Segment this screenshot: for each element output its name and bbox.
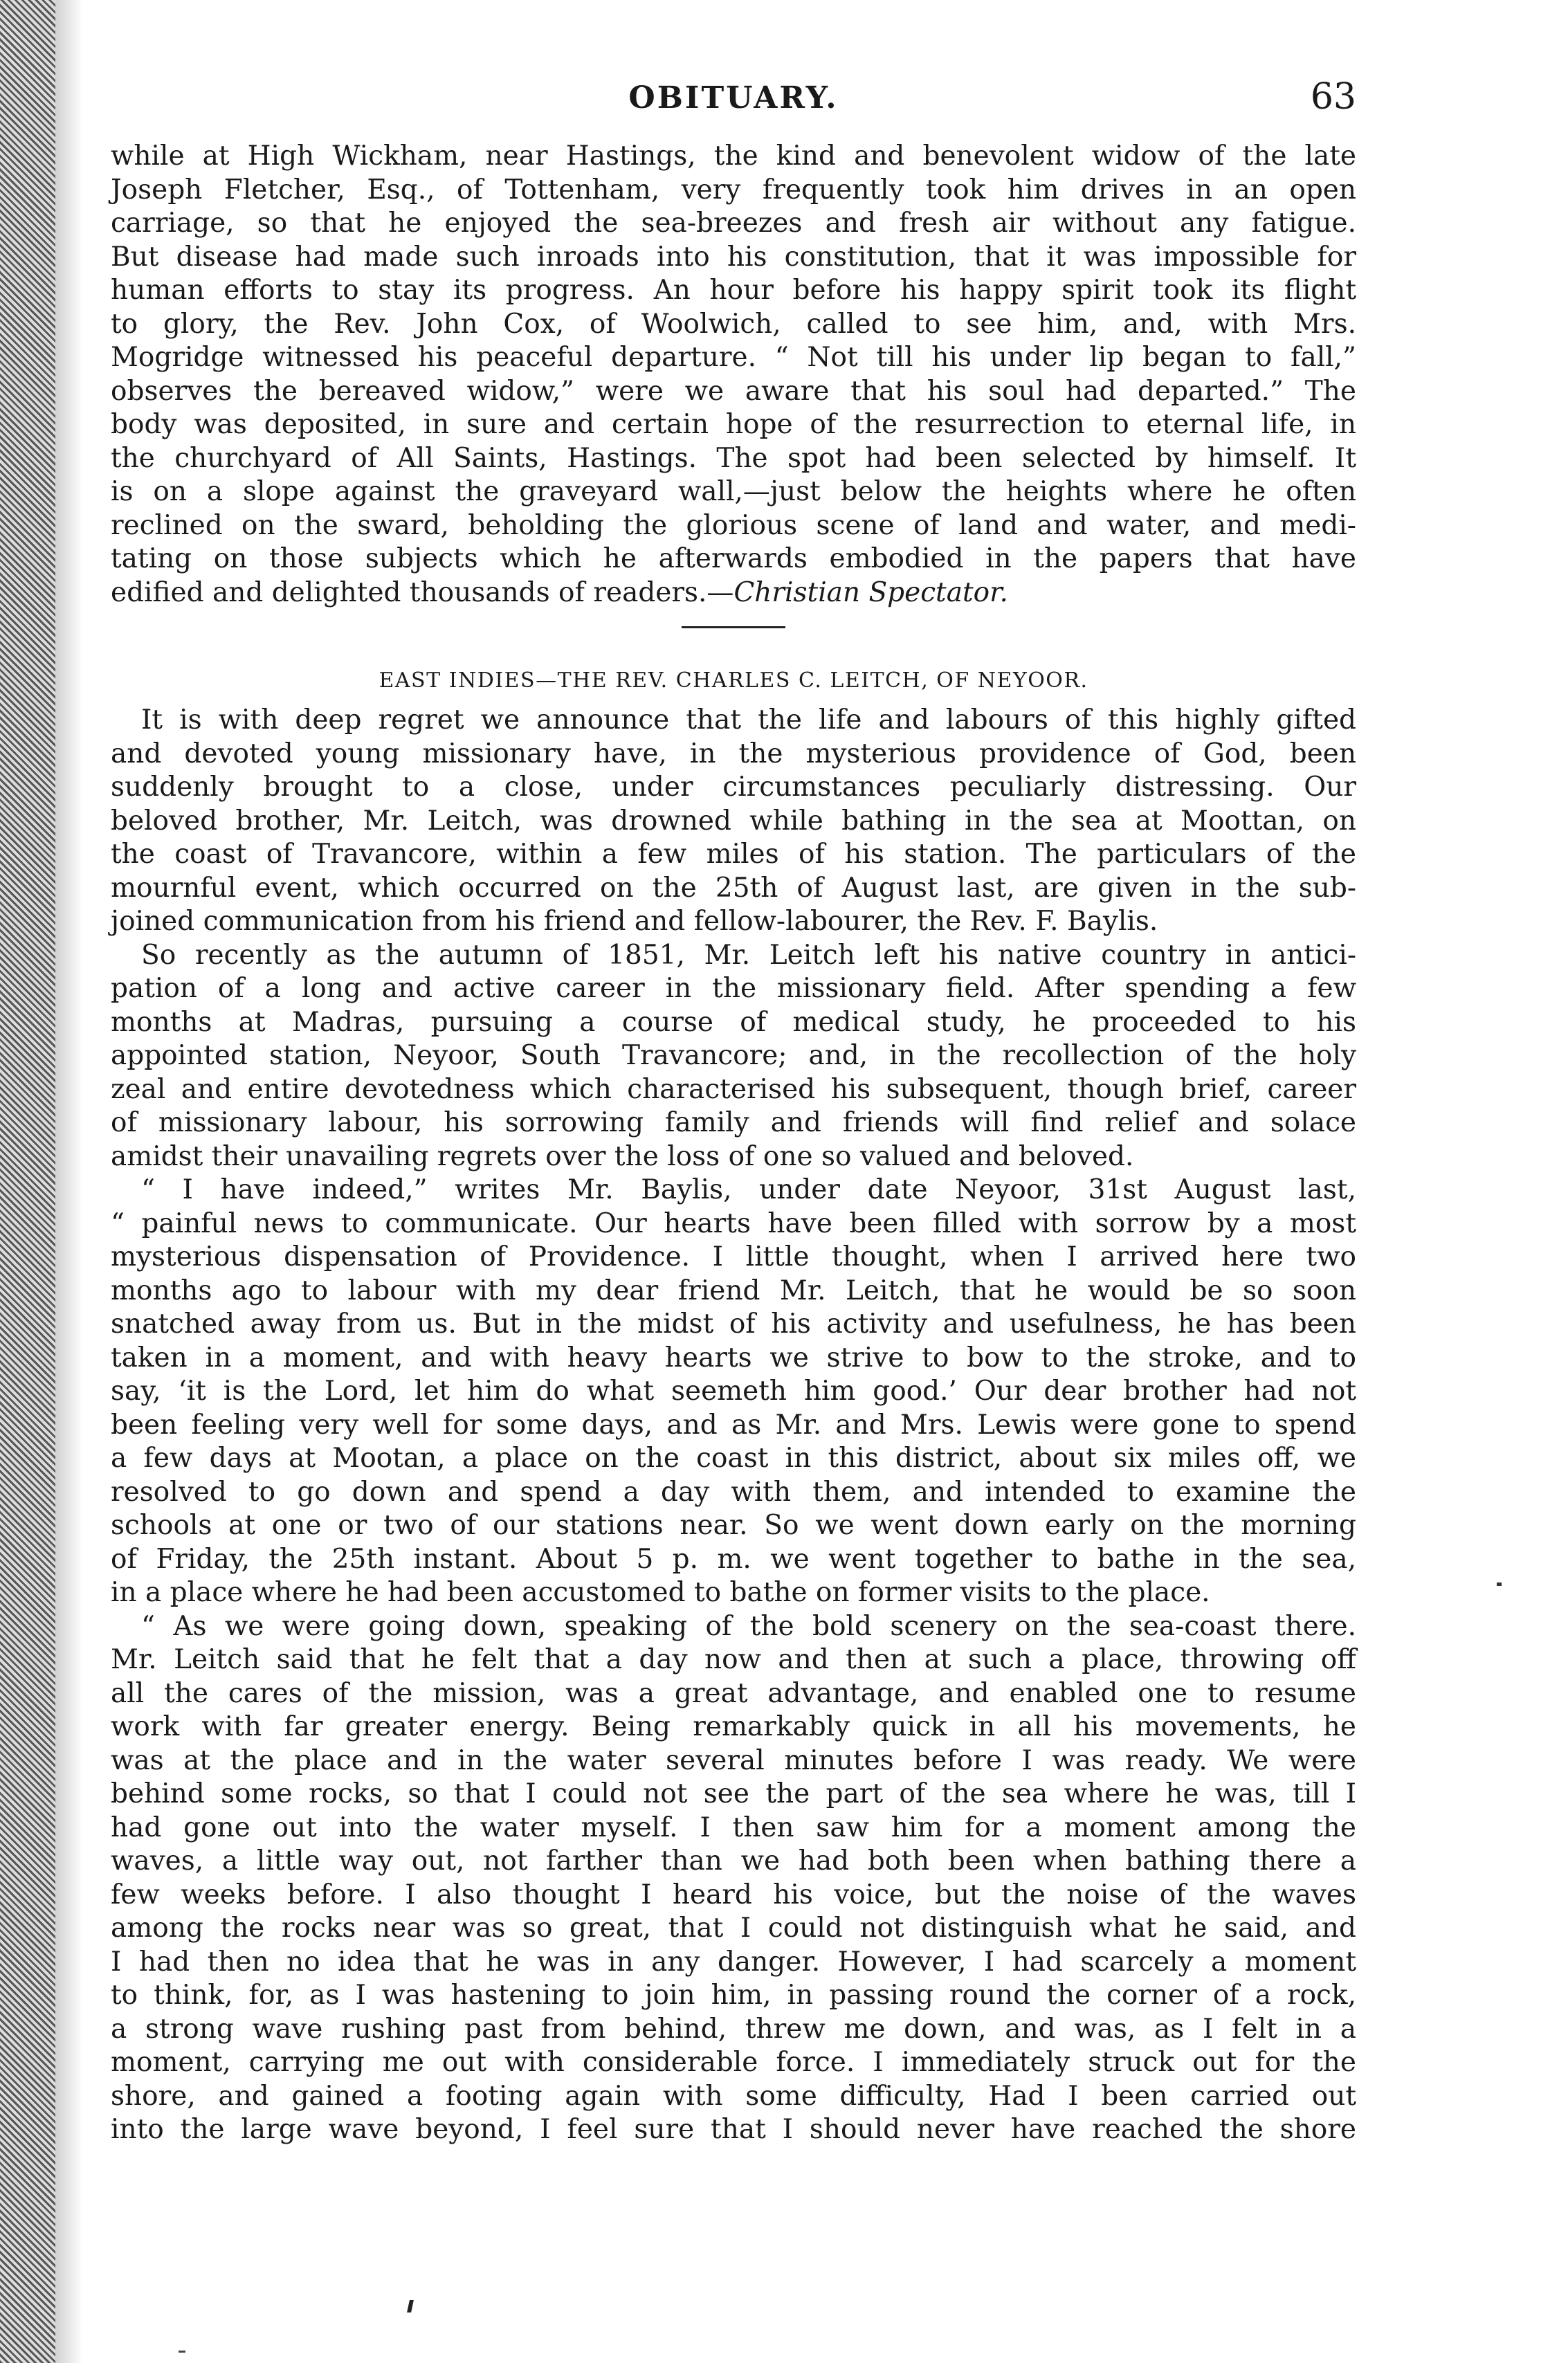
text-line: waves, a little way out, not farther than we had both been when bathing there a — [111, 1845, 1356, 1877]
text-line: Mogridge witnessed his peaceful departure. “ Not till his under lip began to fall,” — [111, 342, 1356, 373]
text-line: tating on those subjects which he afterwards embodied in the papers that have — [111, 543, 1356, 574]
obituary-continuation-paragraph — [111, 140, 1356, 610]
text-line: few weeks before. I also thought I heard his voice, but the noise of the waves — [111, 1879, 1356, 1910]
text-line: joined communication from his friend and fellow-labourer, the Rev. F. Baylis. — [111, 906, 1158, 937]
text-line: months at Madras, pursuing a course of medical study, he proceeded to his — [111, 1006, 1356, 1038]
text-line: pation of a long and active career in the missionary field. After spending a few — [111, 973, 1356, 1004]
text-line: moment, carrying me out with considerable force. I immediately struck out for the — [111, 2047, 1356, 2078]
text-line: been feeling very well for some days, and as Mr. and Mrs. Lewis were gone to spend — [111, 1409, 1356, 1441]
text-line: of missionary labour, his sorrowing family and friends will find relief and solace — [111, 1107, 1356, 1138]
text-line: a strong wave rushing past from behind, threw me down, and was, as I felt in a — [111, 2013, 1356, 2045]
text-line: appointed station, Neyoor, South Travancore; and, in the recollection of the holy — [111, 1040, 1356, 1071]
text-line: It is with deep regret we announce that the life and labours of this highly gifted — [141, 704, 1356, 736]
text-line: reclined on the sward, beholding the glorious scene of land and water, and medi- — [111, 509, 1356, 541]
section-divider-rule — [682, 626, 785, 628]
text-line: beloved brother, Mr. Leitch, was drowned while bathing in the sea at Moottan, on — [111, 805, 1356, 837]
document-page — [111, 76, 1356, 2147]
print-speck — [179, 2351, 185, 2353]
page-binding-edge — [0, 0, 55, 2363]
running-header — [111, 76, 1356, 131]
text-line: in a place where he had been accustomed to bathe on former visits to the place. — [111, 1577, 1210, 1608]
text-line: among the rocks near was so great, that I could not distinguish what he said, and — [111, 1913, 1356, 1944]
text-line: suddenly brought to a close, under circumstances peculiarly distressing. Our — [111, 772, 1356, 803]
text-line: schools at one or two of our stations near. So we went down early on the morning — [111, 1510, 1356, 1541]
text-line: Joseph Fletcher, Esq., of Tottenham, very frequently took him drives in an open — [111, 174, 1356, 206]
text-line: is on a slope against the graveyard wall,—just below the heights where he often — [111, 476, 1356, 507]
text-line: So recently as the autumn of 1851, Mr. Leitch left his native country in antici- — [141, 939, 1356, 971]
print-speck — [1497, 1582, 1502, 1586]
text-line: shore, and gained a footing again with some difficulty, Had I been carried out — [111, 2080, 1356, 2112]
text-line: “ painful news to communicate. Our hearts have been filled with sorrow by a most — [111, 1207, 1356, 1239]
text-line: to glory, the Rev. John Cox, of Woolwich, called to see him, and, with Mrs. — [111, 308, 1356, 340]
text-line: to think, for, as I was hastening to join him, in passing round the corner of a rock, — [111, 1980, 1356, 2011]
section-heading: EAST INDIES—THE REV. CHARLES C. LEITCH, OF NEYOOR. — [379, 668, 1088, 693]
text-line: all the cares of the mission, was a great advantage, and enabled one to resume — [111, 1677, 1356, 1709]
page-binding-shadow — [55, 0, 83, 2363]
text-line: observes the bereaved widow,” were we aware that his soul had departed.” The — [111, 375, 1356, 407]
text-line: But disease had made such inroads into his constitution, that it was impossible for — [111, 241, 1356, 273]
text-line: while at High Wickham, near Hastings, the kind and benevolent widow of the late — [111, 140, 1356, 172]
section-paragraph-4 — [111, 1610, 1356, 2147]
page-number: 63 — [1310, 76, 1356, 118]
text-line: had gone out into the water myself. I then saw him for a moment among the — [111, 1812, 1356, 1843]
text-line: the coast of Travancore, within a few miles of his station. The particulars of the — [111, 839, 1356, 870]
text-line: a few days at Mootan, a place on the coast in this district, about six miles off, we — [111, 1443, 1356, 1474]
section-paragraph-1 — [111, 704, 1356, 939]
text-line: was at the place and in the water several minutes before I was ready. We were — [111, 1744, 1356, 1776]
text-line: say, ‘it is the Lord, let him do what seemeth him good.’ Our dear brother had not — [111, 1376, 1356, 1407]
text-line: resolved to go down and spend a day with them, and intended to examine the — [111, 1476, 1356, 1508]
text-line: “ As we were going down, speaking of the bold scenery on the sea-coast there. — [141, 1610, 1356, 1642]
text-line: snatched away from us. But in the midst of his activity and usefulness, he has been — [111, 1308, 1356, 1340]
text-line: Mr. Leitch said that he felt that a day now and then at such a place, throwing off — [111, 1644, 1356, 1675]
text-line: work with far greater energy. Being remarkably quick in all his movements, he — [111, 1711, 1356, 1742]
text-line: taken in a moment, and with heavy hearts we strive to bow to the stroke, and to — [111, 1342, 1356, 1374]
text-line: “ I have indeed,” writes Mr. Baylis, under date Neyoor, 31st August last, — [141, 1174, 1356, 1205]
print-speck — [407, 2300, 414, 2312]
text-line: body was deposited, in sure and certain hope of the resurrection to eternal life, in — [111, 409, 1356, 440]
text-line-final — [111, 576, 1356, 610]
text-line: human efforts to stay its progress. An hour before his happy spirit took its flight — [111, 275, 1356, 306]
section-paragraph-3 — [111, 1174, 1356, 1610]
text-line: mournful event, which occurred on the 25th of August last, are given in the sub- — [111, 872, 1356, 904]
text-line: mysterious dispensation of Providence. I little thought, when I arrived here two — [111, 1241, 1356, 1272]
running-title: OBITUARY. — [628, 80, 839, 116]
final-line-text: edified and delighted thousands of readers.— — [111, 576, 734, 608]
text-line: amidst their unavailing regrets over the loss of one so valued and beloved. — [111, 1140, 1134, 1172]
text-line: zeal and entire devotedness which characterised his subsequent, though brief, career — [111, 1073, 1356, 1105]
text-line: behind some rocks, so that I could not see the part of the sea where he was, till I — [111, 1778, 1356, 1809]
text-line: the churchyard of All Saints, Hastings. The spot had been selected by himself. It — [111, 442, 1356, 474]
text-line: months ago to labour with my dear friend Mr. Leitch, that he would be so soon — [111, 1275, 1356, 1306]
source-citation: Christian Spectator. — [733, 576, 1008, 608]
text-line: into the large wave beyond, I feel sure that I should never have reached the shore — [111, 2114, 1356, 2145]
text-line: of Friday, the 25th instant. About 5 p. m. we went together to bathe in the sea, — [111, 1543, 1356, 1575]
text-line: and devoted young missionary have, in the mysterious providence of God, been — [111, 738, 1356, 769]
section-paragraph-2 — [111, 939, 1356, 1174]
text-line: I had then no idea that he was in any danger. However, I had scarcely a moment — [111, 1946, 1356, 1978]
text-line: carriage, so that he enjoyed the sea-breezes and fresh air without any fatigue. — [111, 208, 1356, 239]
